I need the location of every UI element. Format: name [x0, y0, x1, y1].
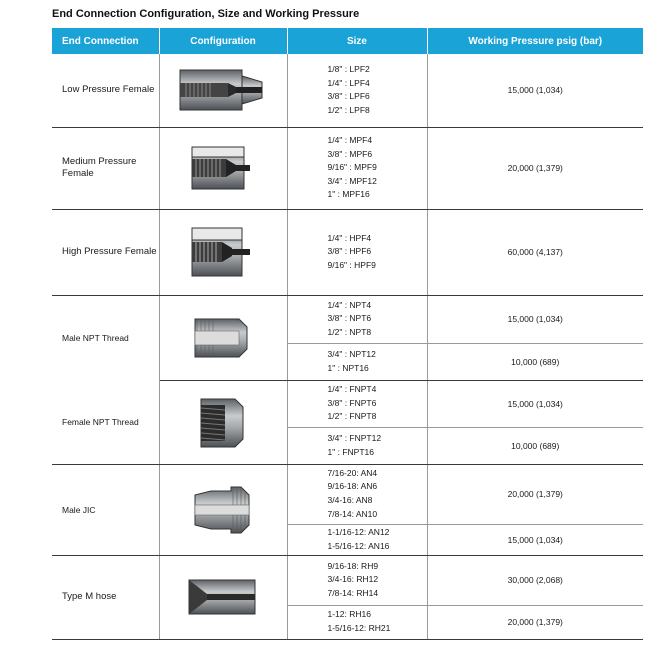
male-jic-fitting-icon [191, 485, 255, 535]
table-row [52, 209, 643, 295]
end-connection-name: Female NPT Thread [52, 380, 159, 464]
table-row [52, 54, 643, 127]
working-pressure: 30,000 (2,068) [427, 555, 643, 605]
size-entry: 1/4" : NPT4 [327, 299, 372, 310]
header-size: Size [287, 28, 427, 54]
male-npt-thread-fitting-icon [191, 313, 255, 363]
working-pressure: 10,000 (689) [427, 427, 643, 464]
end-connection-name: Low Pressure Female [52, 54, 159, 127]
working-pressure: 20,000 (1,379) [427, 464, 643, 524]
table-header-row [52, 28, 643, 54]
working-pressure: 10,000 (689) [427, 343, 643, 380]
table-row [52, 295, 643, 343]
type-m-hose-fitting-icon [185, 572, 261, 622]
working-pressure: 20,000 (1,379) [427, 127, 643, 209]
size-entry: 1/8" : LPF2 [327, 64, 370, 75]
high-pressure-female-fitting-icon [188, 226, 258, 278]
size-entry: 3/8" : MPF6 [327, 148, 373, 159]
size-entry: 1-1/16-12: AN12 [327, 526, 390, 537]
size-entry: 9/16" : HPF9 [327, 259, 376, 270]
size-entry: 9/16" : MPF9 [327, 162, 377, 173]
table-row [52, 555, 643, 605]
size-entry: 1" : FNPT16 [327, 446, 374, 457]
size-entry: 1/4" : MPF4 [327, 135, 373, 146]
size-entry: 1/4" : HPF4 [327, 232, 372, 243]
size-entry: 3/4-16: AN8 [327, 495, 373, 505]
female-npt-thread-fitting-icon [195, 395, 251, 449]
size-entry: 3/8" : HPF6 [327, 246, 372, 257]
page-title: End Connection Configuration, Size and Working Pressure [52, 8, 360, 20]
size-entry: 3/4" : FNPT12 [327, 432, 382, 443]
end-connection-name: Type M hose [52, 555, 159, 639]
low-pressure-female-fitting-icon [178, 66, 268, 114]
working-pressure: 20,000 (1,379) [427, 605, 643, 639]
size-entry: 1/2" : NPT8 [327, 326, 372, 337]
size-entry: 1/4" : LPF4 [327, 77, 370, 88]
size-entry: 9/16-18: RH9 [327, 560, 379, 571]
size-entry: 7/8-14: AN10 [327, 508, 378, 519]
size-entry: 1-5/16-12: RH21 [327, 623, 391, 633]
table-row [52, 464, 643, 524]
size-entry: 1/4" : FNPT4 [327, 384, 377, 395]
size-entry: 1" : MPF16 [327, 189, 370, 200]
end-connection-name: High Pressure Female [52, 209, 159, 295]
table-row [52, 127, 643, 209]
size-entry: 1-5/16-12: AN16 [327, 540, 390, 551]
size-entry: 7/8-14: RH14 [327, 587, 379, 598]
size-entry: 3/8" : LPF6 [327, 91, 370, 102]
working-pressure: 15,000 (1,034) [427, 524, 643, 555]
header-configuration: Configuration [159, 28, 287, 54]
table-row [52, 380, 643, 427]
size-entry: 3/4" : NPT12 [327, 348, 376, 359]
size-entry: 3/8" : FNPT6 [327, 397, 377, 408]
working-pressure: 60,000 (4,137) [427, 209, 643, 295]
end-connection-name: Male JIC [52, 464, 159, 555]
size-entry: 7/16-20: AN4 [327, 467, 378, 478]
end-connection-table [52, 28, 643, 640]
end-connection-name: Medium Pressure Female [52, 127, 159, 209]
size-entry: 3/4-16: RH12 [327, 574, 379, 585]
header-end-connection: End Connection [52, 28, 159, 54]
medium-pressure-female-fitting-icon [188, 145, 258, 191]
size-entry: 1/2" : LPF8 [327, 104, 370, 115]
size-entry: 3/8" : NPT6 [327, 313, 372, 324]
size-entry: 1/2" : FNPT8 [327, 411, 377, 422]
working-pressure: 15,000 (1,034) [427, 295, 643, 343]
size-entry: 1-12: RH16 [327, 609, 371, 620]
header-working-pressure: Working Pressure psig (bar) [427, 28, 643, 54]
end-connection-name: Male NPT Thread [52, 295, 159, 380]
working-pressure: 15,000 (1,034) [427, 380, 643, 427]
size-entry: 1" : NPT16 [327, 362, 369, 373]
size-entry: 3/4" : MPF12 [327, 175, 377, 186]
size-entry: 9/16-18: AN6 [327, 481, 378, 492]
working-pressure: 15,000 (1,034) [427, 54, 643, 127]
